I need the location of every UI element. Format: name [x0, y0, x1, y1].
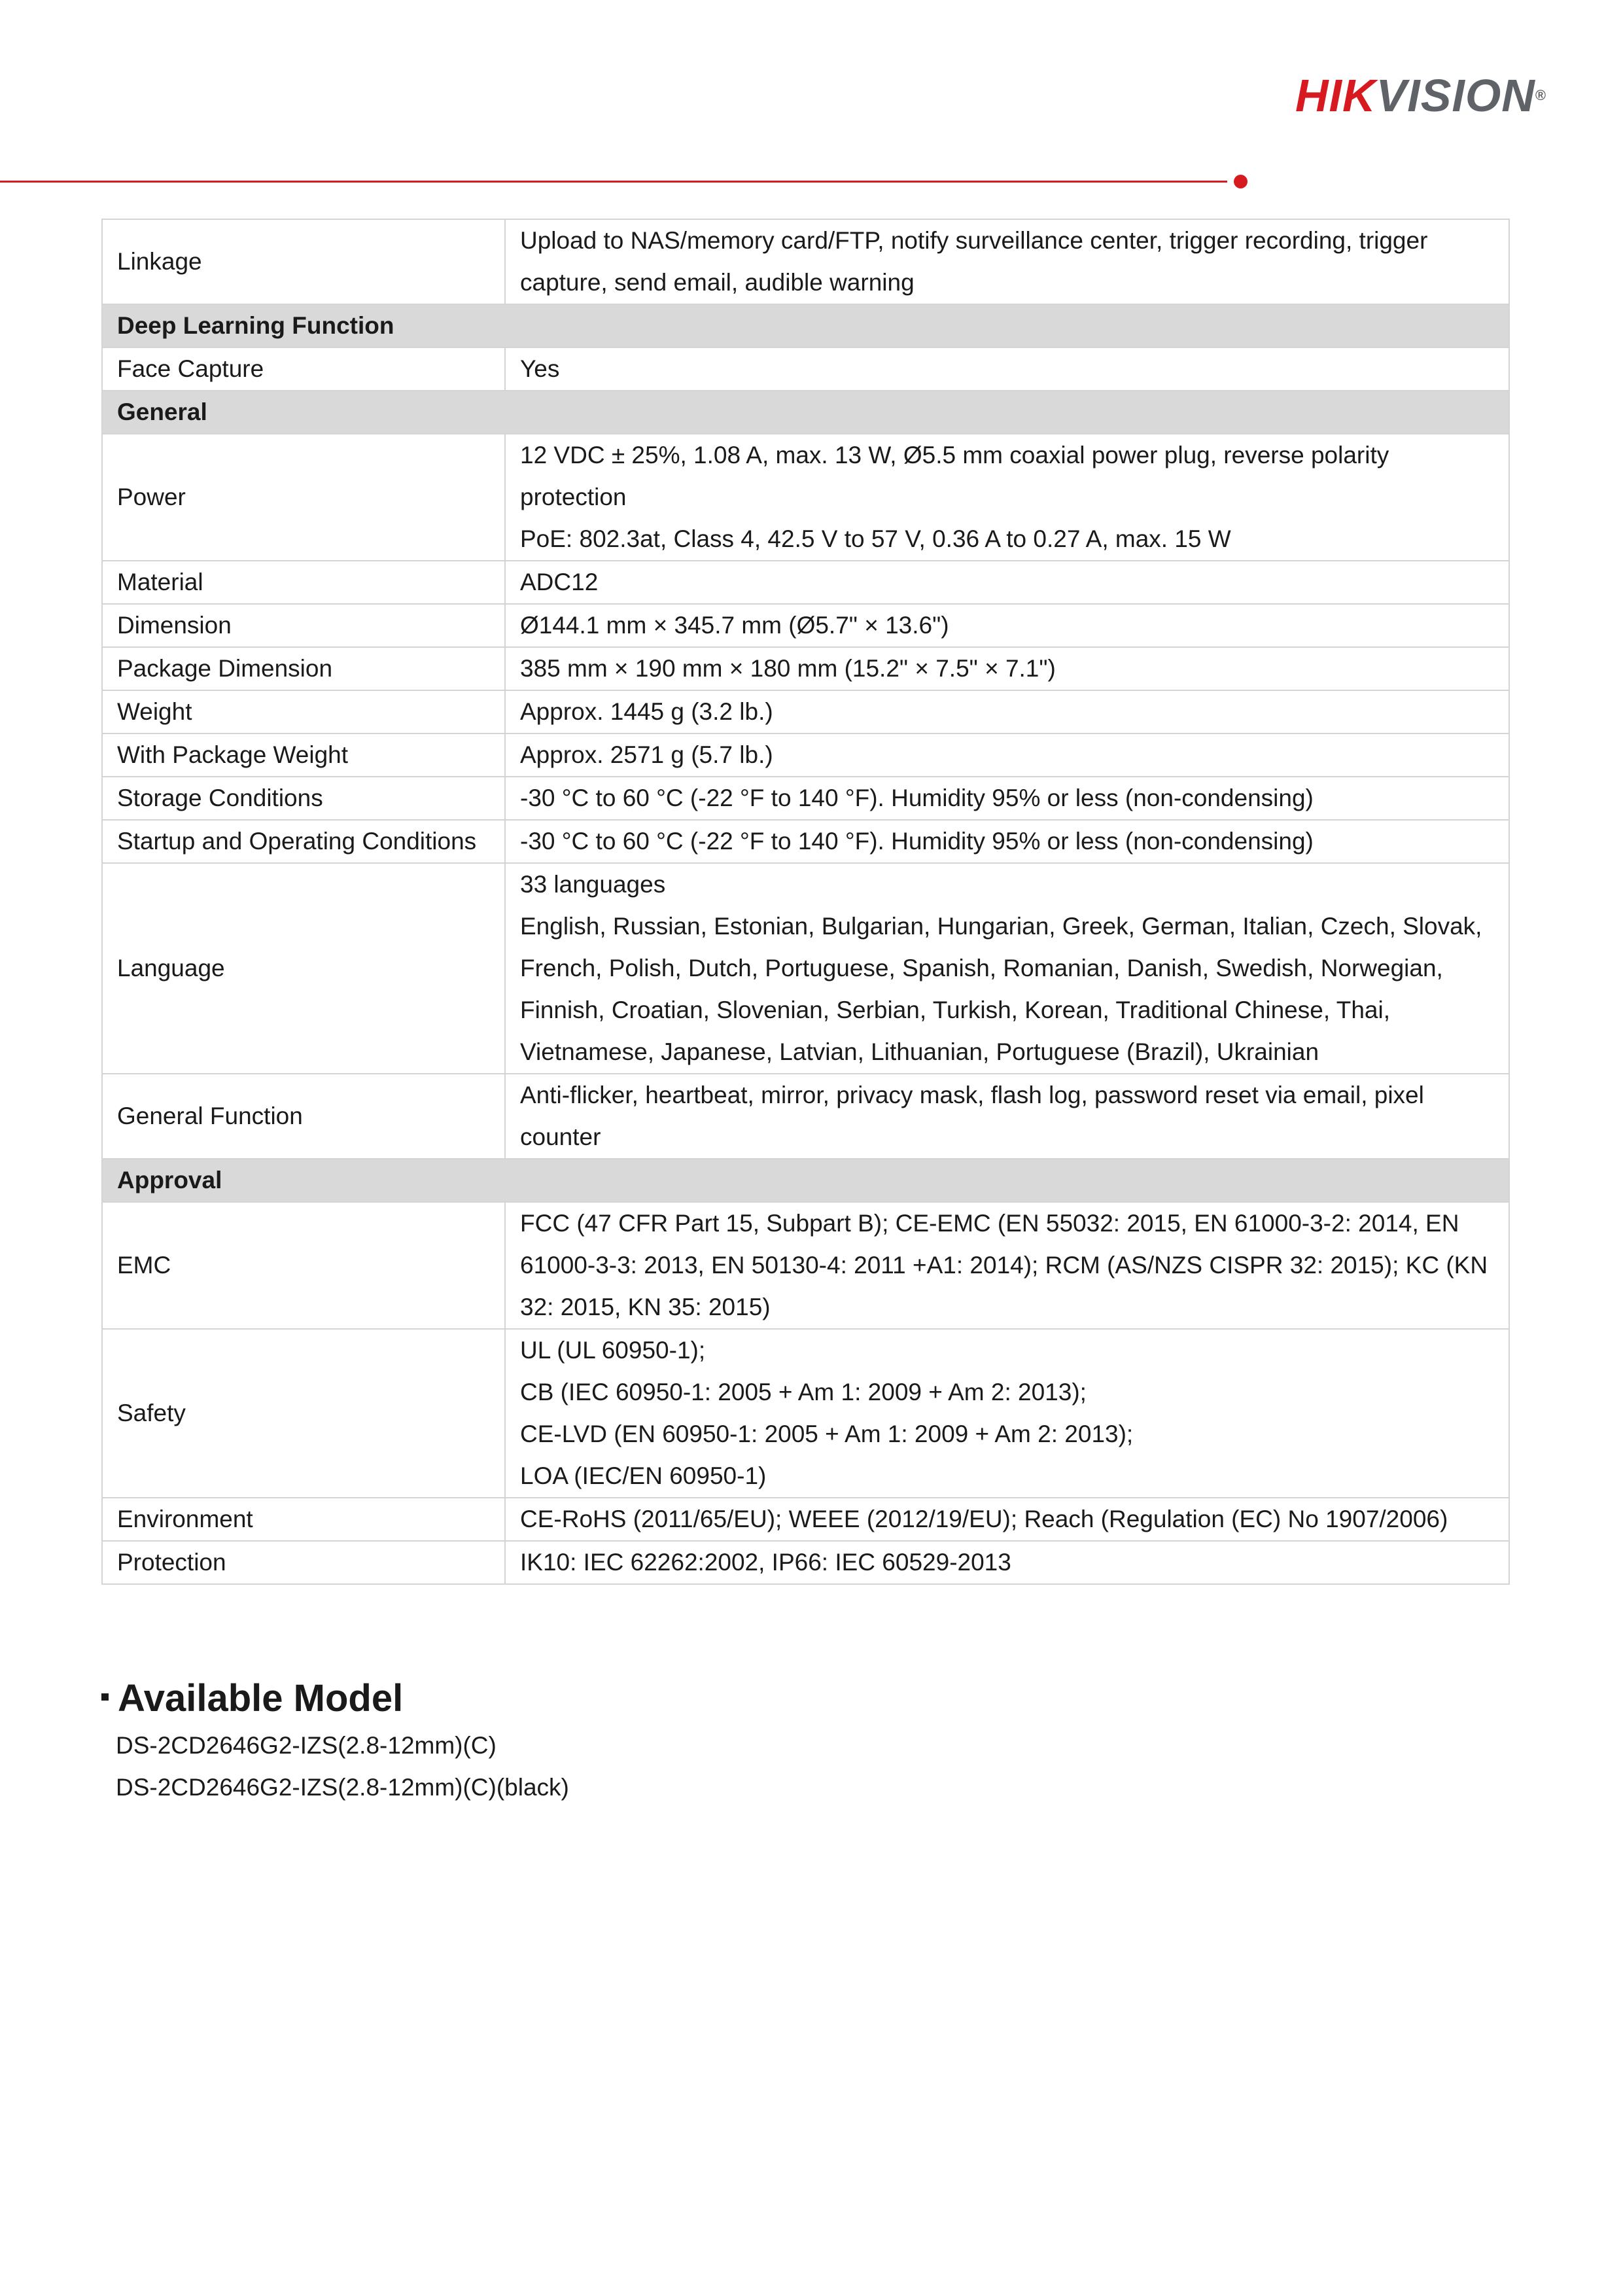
table-row: [102, 647, 1509, 690]
model-item: DS-2CD2646G2-IZS(2.8-12mm)(C)(black): [116, 1774, 569, 1801]
hikvision-logo: [1295, 71, 1546, 120]
section-header-label: Deep Learning Function: [102, 304, 1509, 347]
section-header-label: Approval: [102, 1159, 1509, 1202]
header-divider-line: [0, 181, 1227, 183]
spec-label: Linkage: [102, 219, 505, 304]
spec-value-line: IK10: IEC 62262:2002, IP66: IEC 60529-2013: [520, 1549, 1011, 1576]
model-item: DS-2CD2646G2-IZS(2.8-12mm)(C): [116, 1732, 497, 1759]
logo-text-red: HIK: [1295, 70, 1376, 121]
spec-value: [505, 1329, 1509, 1498]
available-model-heading: [101, 1672, 569, 1725]
spec-value-line: Ø144.1 mm × 345.7 mm (Ø5.7" × 13.6"): [520, 612, 949, 639]
spec-value-line: FCC (47 CFR Part 15, Subpart B); CE-EMC (EN 55032: 2015, EN 61000-3-2: 2014, EN 61000-3-3: 2013, EN 50130-4: 2011 +A1: 2014); RCM (AS/NZS CISPR 32: 2015); KC (KN 32: 2015, KN 35: 2015): [520, 1210, 1488, 1320]
spec-label: Language: [102, 863, 505, 1074]
available-model-section: [101, 1672, 569, 1809]
spec-label: Environment: [102, 1498, 505, 1541]
spec-value: [505, 434, 1509, 561]
spec-value: [505, 219, 1509, 304]
spec-value-line: ADC12: [520, 569, 599, 595]
table-row: [102, 1074, 1509, 1159]
table-row: [102, 733, 1509, 777]
spec-value: [505, 347, 1509, 391]
table-row: [102, 604, 1509, 647]
spec-value: [505, 1541, 1509, 1584]
spec-value-line: Approx. 2571 g (5.7 lb.): [520, 741, 773, 768]
spec-value-line: CE-LVD (EN 60950-1: 2005 + Am 1: 2009 + Am 2: 2013);: [520, 1421, 1134, 1447]
spec-label: Face Capture: [102, 347, 505, 391]
table-row: [102, 219, 1509, 304]
spec-label: Protection: [102, 1541, 505, 1584]
spec-value: [505, 561, 1509, 604]
spec-value-line: -30 °C to 60 °C (-22 °F to 140 °F). Humidity 95% or less (non-condensing): [520, 785, 1314, 811]
section-header-row: [102, 1159, 1509, 1202]
table-row: [102, 820, 1509, 863]
spec-label: Startup and Operating Conditions: [102, 820, 505, 863]
spec-value-line: Yes: [520, 355, 560, 382]
spec-value-line: LOA (IEC/EN 60950-1): [520, 1462, 767, 1489]
table-row: [102, 1498, 1509, 1541]
specification-table: [101, 219, 1510, 1585]
spec-value: [505, 820, 1509, 863]
spec-value-line: Anti-flicker, heartbeat, mirror, privacy mask, flash log, password reset via email, pixel counter: [520, 1082, 1424, 1150]
spec-label: Weight: [102, 690, 505, 733]
heading-bullet-icon: [101, 1693, 109, 1701]
table-row: [102, 434, 1509, 561]
spec-label: EMC: [102, 1202, 505, 1329]
spec-value: [505, 690, 1509, 733]
spec-value-line: CE-RoHS (2011/65/EU); WEEE (2012/19/EU); Reach (Regulation (EC) No 1907/2006): [520, 1506, 1448, 1532]
spec-label: Storage Conditions: [102, 777, 505, 820]
spec-value: [505, 647, 1509, 690]
section-header-row: [102, 391, 1509, 434]
spec-value-line: CB (IEC 60950-1: 2005 + Am 1: 2009 + Am 2: 2013);: [520, 1379, 1087, 1405]
spec-value-line: PoE: 802.3at, Class 4, 42.5 V to 57 V, 0.36 A to 0.27 A, max. 15 W: [520, 525, 1231, 552]
table-row: [102, 690, 1509, 733]
registered-mark: ®: [1535, 87, 1547, 103]
table-row: [102, 777, 1509, 820]
section-header-label: General: [102, 391, 1509, 434]
table-row: [102, 347, 1509, 391]
logo-text-gray: VISION: [1376, 70, 1535, 121]
spec-value: [505, 1074, 1509, 1159]
spec-value-line: English, Russian, Estonian, Bulgarian, Hungarian, Greek, German, Italian, Czech, Slovak, French, Polish, Dutch, Portuguese, Spanish, Romanian, Danish, Swedish, Norwegian, Finnish, Croatian, Slovenian, Serbian, Turkish, Korean, Traditional Chinese, Thai, Vietnamese, Japanese, Latvian, Lithuanian, Portuguese (Brazil), Ukrainian: [520, 913, 1482, 1065]
spec-value-line: UL (UL 60950-1);: [520, 1337, 706, 1364]
spec-value: [505, 604, 1509, 647]
section-header-row: [102, 304, 1509, 347]
header-divider-dot: [1234, 175, 1248, 188]
table-row: [102, 1541, 1509, 1584]
spec-label: With Package Weight: [102, 733, 505, 777]
table-row: [102, 561, 1509, 604]
spec-value: [505, 733, 1509, 777]
spec-value-line: 33 languages: [520, 871, 666, 898]
spec-value-line: Upload to NAS/memory card/FTP, notify surveillance center, trigger recording, trigger capture, send email, audible warning: [520, 227, 1428, 296]
available-model-title: Available Model: [118, 1677, 404, 1720]
spec-value: [505, 777, 1509, 820]
spec-value-line: 385 mm × 190 mm × 180 mm (15.2" × 7.5" × 7.1"): [520, 655, 1056, 682]
spec-label: Safety: [102, 1329, 505, 1498]
table-row: [102, 863, 1509, 1074]
spec-value: [505, 863, 1509, 1074]
table-row: [102, 1202, 1509, 1329]
spec-value-line: Approx. 1445 g (3.2 lb.): [520, 698, 773, 725]
spec-label: Material: [102, 561, 505, 604]
spec-value: [505, 1202, 1509, 1329]
spec-label: Dimension: [102, 604, 505, 647]
spec-label: Power: [102, 434, 505, 561]
spec-label: Package Dimension: [102, 647, 505, 690]
spec-value-line: 12 VDC ± 25%, 1.08 A, max. 13 W, Ø5.5 mm coaxial power plug, reverse polarity protection: [520, 442, 1389, 510]
spec-label: General Function: [102, 1074, 505, 1159]
table-row: [102, 1329, 1509, 1498]
spec-value: [505, 1498, 1509, 1541]
spec-value-line: -30 °C to 60 °C (-22 °F to 140 °F). Humidity 95% or less (non-condensing): [520, 828, 1314, 855]
